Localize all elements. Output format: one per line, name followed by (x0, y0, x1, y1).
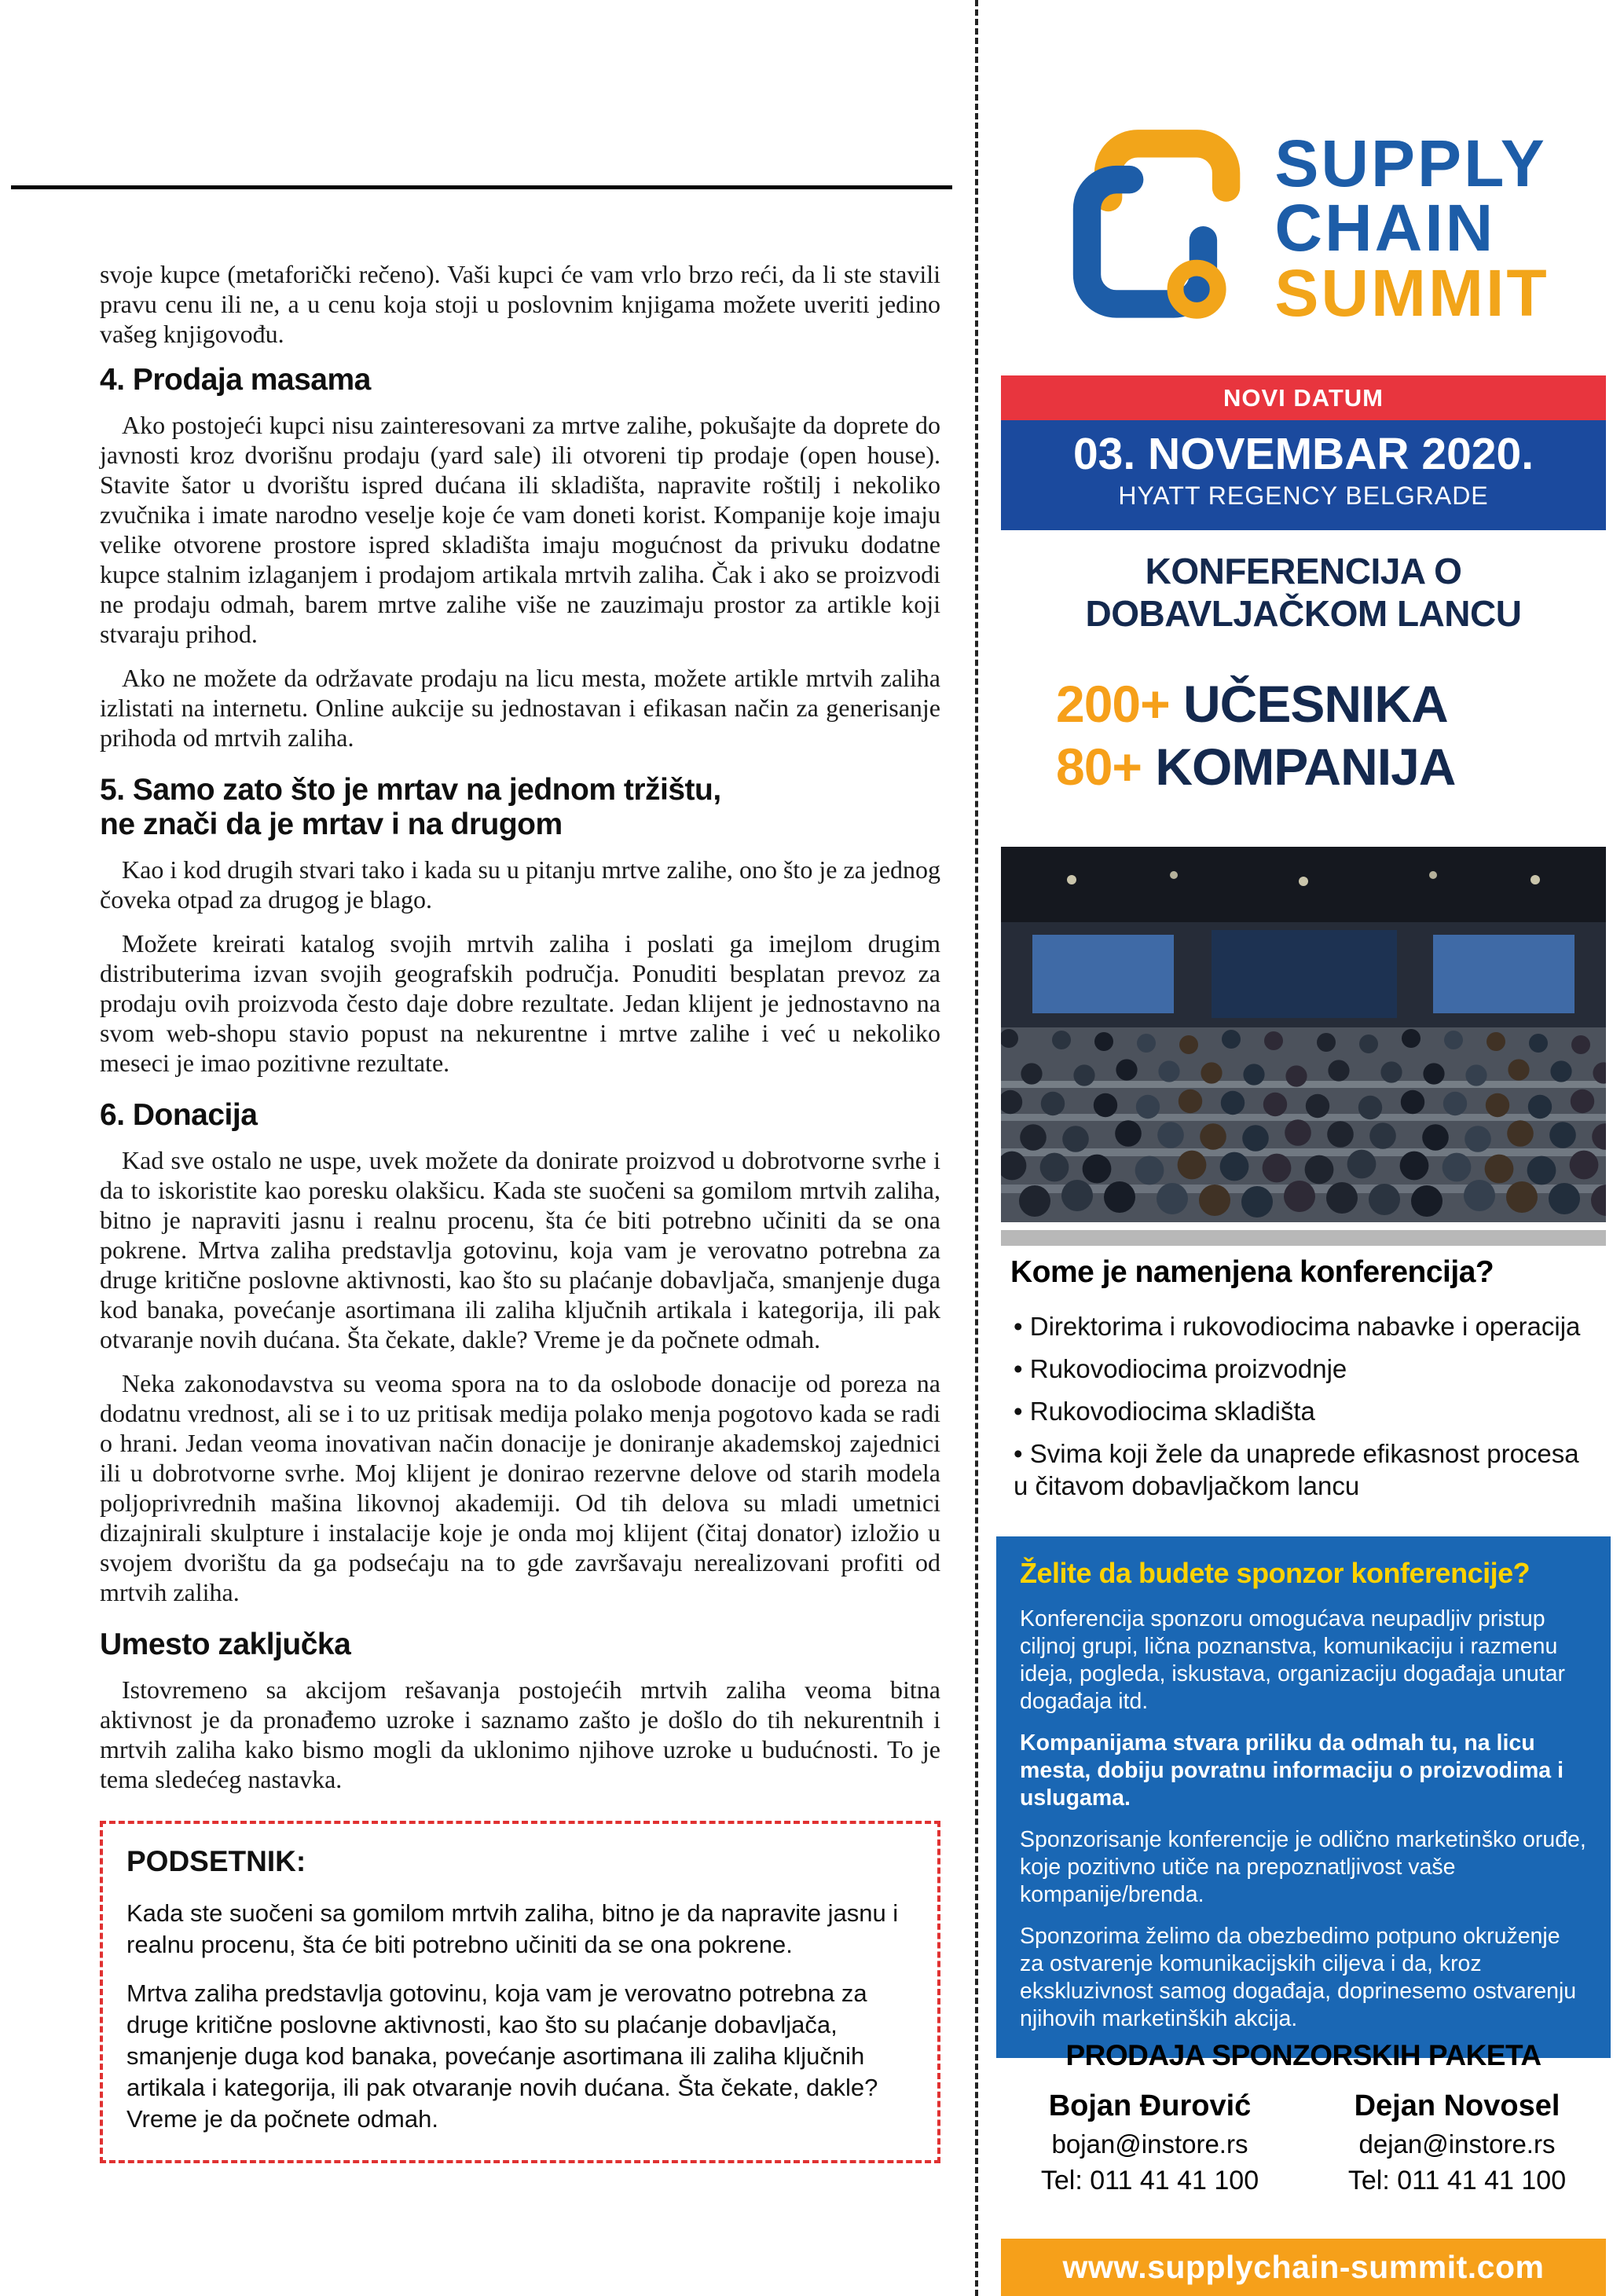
heading-line-1: 5. Samo zato što je mrtav na jednom tržištu, (100, 773, 721, 807)
sponsor-paragraph: Sponzorima želimo da obezbedimo potpuno okruženje za ostvarenje komunikacijskih ciljeva i da, kroz ekskluzivnost samog događaja, doprinesemo ostvarenju njihovih marketinških akcija. (1020, 1924, 1577, 2031)
conference-photo (1001, 847, 1606, 1222)
contact-name: Dejan Novosel (1354, 2089, 1560, 2122)
stat-number: 80+ (1056, 738, 1142, 796)
audience-list-item: • Rukovodiocima skladišta (1010, 1395, 1598, 1427)
audience-list-item: • Direktorima i rukovodiocima nabavke i operacija (1010, 1310, 1598, 1342)
section-heading-4: 4. Prodaja masama (100, 363, 371, 397)
logo-word-summit: SUMMIT (1274, 255, 1549, 330)
article-paragraph: Istovremeno sa akcijom rešavanja postojećih mrtvih zaliha veoma bitna aktivnost je da pronađemo uzroke i saznamo zašto je došlo do tih nekurentnih i mrtvih zaliha kako bismo mogli da uklonimo njihove uzroke u budućnosti. To je tema sledećeg nastavka. (100, 1675, 940, 1793)
sponsor-paragraph: Kompanijama stvara priliku da odmah tu, na licu mesta, dobiju povratnu informaciju o proizvodima i uslugama. (1020, 1730, 1564, 1811)
conference-stats (1056, 672, 1455, 798)
sponsor-box (996, 1536, 1611, 2058)
sponsor-paragraph: Konferencija sponzoru omogućava neupadljiv pristup ciljnoj grupi, lična poznanstva, komunikaciju i razmenu ideja, pogleda, iskustava, organizaciju događaja unutar događaja itd. (1020, 1606, 1565, 1714)
sponsor-heading: Želite da budete sponzor konferencije? (1020, 1557, 1531, 1589)
section-heading-conclusion: Umesto zaključka (100, 1628, 351, 1661)
contact-email[interactable]: bojan@instore.rs (1051, 2129, 1248, 2159)
contact-dejan (1303, 2089, 1611, 2196)
contact-phone: Tel: 011 41 41 100 (1040, 2166, 1259, 2195)
article-paragraph: Neka zakonodavstva su veoma spora na to da oslobode donacije od poreza na dodatnu vrednost, ali se i to uz pritisak medija polako menja pogotovo kada se radi o hrani. Jedan veoma inovativan način donacije je doniranje akademskoj zajednici ili u dobrotvorne svrhe. Moj klijent je donirao rezervne delove od starih modela poljoprivrednih mašina likovnoj akademiji. Od tih delova su mladi umetnici dizajnirali skulpture i instalacije koje je onda moj klijent (čitaj donator) izložio u svojem dvorištu da ga podsećaju na to gde završavaju nerealizovani profiti od mrtvih zaliha. (100, 1369, 940, 1606)
event-venue: HYATT REGENCY BELGRADE (1118, 482, 1489, 510)
stat-label: KOMPANIJA (1155, 738, 1456, 796)
section-divider-bar (1001, 1230, 1606, 1246)
article-paragraph: Kao i kod drugih stvari tako i kada su u pitanju mrtve zalihe, ono što je za jednog čoveka otpad za drugog je blago. (100, 855, 940, 914)
contact-name: Bojan Đurović (1048, 2089, 1252, 2122)
article-paragraph: Ako ne možete da održavate prodaju na licu mesta, možete artikle mrtvih zaliha izlistati na internetu. Online aukcije su jednostavan i efikasan način za generisanje prihoda od mrtvih zaliha. (100, 664, 940, 752)
article-paragraph: Kad sve ostalo ne uspe, uvek možete da donirate proizvod u dobrotvorne svrhe i da to iskoristite kao poresku olakšicu. Kada ste suočeni sa gomilom mrtvih zaliha, bitno je napraviti jasnu i realnu procenu, šta će biti potrebno učiniti da se ona pokrene. Mrtva zaliha predstavlja gotovinu, koja vam je verovatno potrebna za druge kritične poslovne aktivnosti, kao što su plaćanje dobavljača, smanjenje duga kod banaka, povećanje asortimana ili zaliha ključnih artikala i kategorija, ili pak otvaranje novih dućana. Šta čekate, dakle? Vreme je da počnete odmah. (100, 1146, 940, 1353)
section-heading-6: 6. Donacija (100, 1098, 258, 1132)
logo-wordmark (1274, 126, 1549, 330)
conference-title (996, 550, 1611, 635)
sponsor-sales-title: PRODAJA SPONZORSKIH PAKETA (1065, 2039, 1542, 2071)
stat-number: 200+ (1056, 675, 1170, 733)
new-date-banner: NOVI DATUM (1001, 375, 1606, 420)
logo-word-supply: SUPPLY (1274, 126, 1547, 201)
audience-heading: Kome je namenjena konferencija? (1010, 1255, 1494, 1289)
contact-bojan (996, 2089, 1303, 2196)
contacts-row (996, 2089, 1611, 2196)
reminder-box (100, 1821, 940, 2163)
section-heading-5 (100, 773, 940, 842)
stat-companies (1056, 735, 1455, 798)
conference-title-line-2: DOBAVLJAČKOM LANCU (1085, 593, 1522, 634)
article-paragraph: Možete kreirati katalog svojih mrtvih zaliha i poslati ga imejlom drugim distributerima izvan svojih geografskih područja. Ponuditi besplatan prevoz za prodaju ovih proizvoda često daje dobre rezultate. Jedan klijent je jednostavno na svom web-shopu stavio popust na nekurentne i mrtve zalihe i već u nekoliko meseci je imao pozitivne rezultate. (100, 929, 940, 1077)
conference-title-line-1: KONFERENCIJA O (1145, 551, 1462, 591)
stat-label: UČESNIKA (1183, 675, 1448, 733)
supply-chain-summit-logo-mark-icon (1058, 112, 1254, 344)
article-intro-paragraph: svoje kupce (metaforički rečeno). Vaši kupci će vam vrlo brzo reći, da li ste stavili pravu cenu ili ne, a u cenu koja stoji u poslovnim knjigama možete uveriti jedino vašeg knjigovođu. (100, 260, 940, 348)
reminder-title: PODSETNIK: (126, 1845, 306, 1877)
column-divider-dashed-line (975, 0, 978, 2296)
contact-email[interactable]: dejan@instore.rs (1358, 2129, 1556, 2159)
top-rule (11, 185, 952, 189)
supply-chain-summit-ad (996, 0, 1611, 2296)
stat-participants (1056, 672, 1455, 735)
audience-list-item: • Rukovodiocima proizvodnje (1010, 1353, 1598, 1385)
date-banner (1001, 420, 1606, 530)
reminder-paragraph: Mrtva zaliha predstavlja gotovinu, koja vam je verovatno potrebna za druge kritične poslovne aktivnosti, kao što su plaćanje dobavljača, smanjenje duga kod banaka, povećanje asortimana ili zaliha ključnih artikala i kategorija, ili pak otvaranje novih dućana. Šta čekate, dakle? Vreme je da počnete odmah. (126, 1979, 878, 2133)
event-date: 03. NOVEMBAR 2020. (1072, 429, 1534, 479)
contact-phone: Tel: 011 41 41 100 (1347, 2166, 1567, 2195)
website-banner[interactable]: www.supplychain-summit.com (1001, 2239, 1606, 2296)
sponsor-paragraph: Sponzorisanje konferencije je odlično marketinško oruđe, koje pozitivno utiče na prepoznatljivost vaše kompanije/brenda. (1020, 1827, 1586, 1907)
logo-word-chain: CHAIN (1274, 191, 1496, 265)
audience-list-item: • Svima koji žele da unaprede efikasnost procesa u čitavom dobavljačkom lancu (1010, 1437, 1598, 1502)
heading-line-2: ne znači da je mrtav i na drugom (100, 807, 563, 841)
audience-list (1010, 1310, 1598, 1512)
article-paragraph: Ako postojeći kupci nisu zainteresovani za mrtve zalihe, pokušajte da doprete do javnosti kroz dvorišnu prodaju (yard sale) ili otvoreni tip prodaje (open house). Stavite šator u dvorištu ispred dućana ili skladišta, napravite roštilj i nekoliko zvučnika i imate narodno veselje koje će vam doneti korist. Kompanije koje imaju velike otvorene prostore ispred skladišta imaju mogućnost da privuku dodatne kupce stalnim izlaganjem i prodajom artikala mrtvih zaliha. Čak i ako se proizvodi ne prodaju odmah, barem mrtve zalihe više ne zauzimaju prostor za artikle koji stvaraju prihod. (100, 411, 940, 648)
reminder-paragraph: Kada ste suočeni sa gomilom mrtvih zaliha, bitno je da napravite jasnu i realnu procenu, šta će biti potrebno učiniti da se ona pokrene. (126, 1899, 899, 1958)
supply-chain-summit-logo (996, 93, 1611, 364)
article-column (100, 259, 940, 2163)
